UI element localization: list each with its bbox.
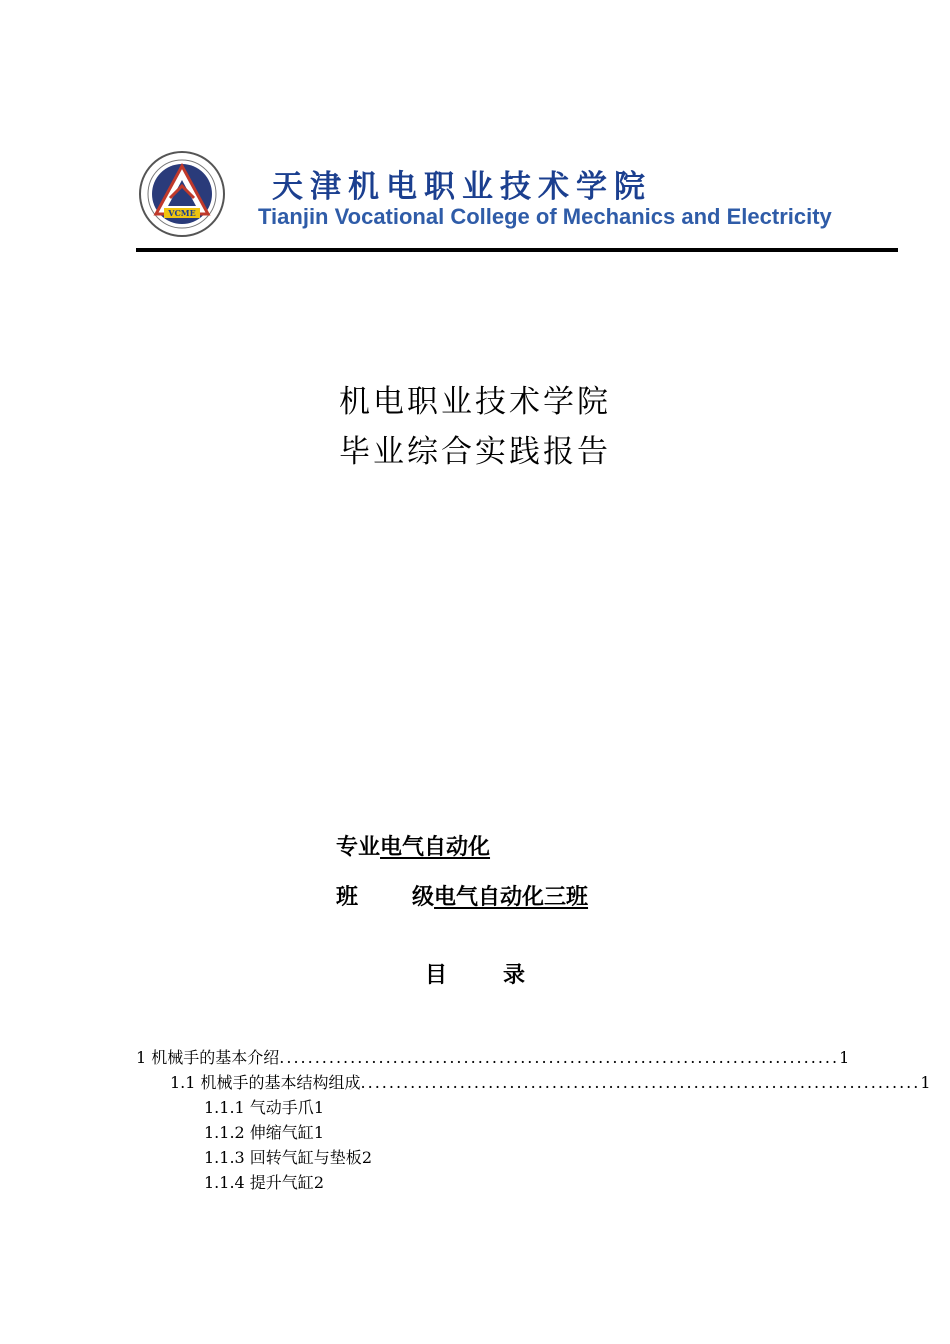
school-name-english: Tianjin Vocational College of Mechanics and Electricity (258, 204, 832, 229)
school-name-chinese: 天津机电职业技术学院 (272, 169, 652, 205)
major-value: 电气自动化 (380, 834, 491, 860)
vcme-college-emblem (138, 150, 226, 238)
toc-entry[interactable] (136, 1095, 836, 1120)
toc-entry[interactable] (136, 1145, 836, 1170)
toc-entry-page: 2 (361, 1148, 372, 1167)
table-of-contents (136, 1045, 931, 1195)
report-title-line-2: 毕业综合实践报告 (339, 434, 611, 470)
header-divider (136, 248, 898, 252)
toc-heading-char-2: 录 (503, 962, 526, 988)
report-title-line-1: 机电职业技术学院 (339, 384, 611, 420)
class-field (336, 880, 588, 911)
toc-entry-page: 1 (920, 1073, 931, 1092)
toc-entry-page: 1 (313, 1098, 324, 1117)
toc-entry[interactable] (136, 1170, 836, 1195)
toc-entry-label: 1.1.2 伸缩气缸 (204, 1123, 314, 1142)
major-label: 专业 (336, 834, 381, 860)
class-label-char-2: 级 (412, 884, 435, 910)
toc-entry[interactable] (136, 1120, 836, 1145)
toc-heading (0, 958, 950, 989)
toc-entry-page: 1 (839, 1048, 850, 1067)
toc-entry[interactable] (136, 1070, 931, 1095)
toc-entry-label: 1.1.3 回转气缸与垫板 (204, 1148, 362, 1167)
major-field (336, 830, 490, 861)
toc-entry-label: 1.1.1 气动手爪 (204, 1098, 314, 1117)
toc-entry[interactable] (136, 1045, 850, 1070)
toc-heading-char-1: 目 (424, 962, 447, 988)
letterhead (136, 148, 898, 252)
class-label-char-1: 班 (336, 884, 359, 910)
toc-entry-label: 1.1.4 提升气缸 (204, 1173, 314, 1192)
toc-entry-page: 1 (313, 1123, 324, 1142)
toc-leader: ............................................................................... (360, 1073, 921, 1092)
class-value: 电气自动化三班 (434, 884, 589, 910)
toc-leader: ............................................................................... (279, 1048, 840, 1067)
toc-entry-label: 1.1 机械手的基本结构组成 (170, 1073, 361, 1092)
toc-entry-label: 1 机械手的基本介绍 (136, 1048, 280, 1067)
toc-entry-page: 2 (313, 1173, 324, 1192)
logo-text: VCME (168, 208, 196, 218)
